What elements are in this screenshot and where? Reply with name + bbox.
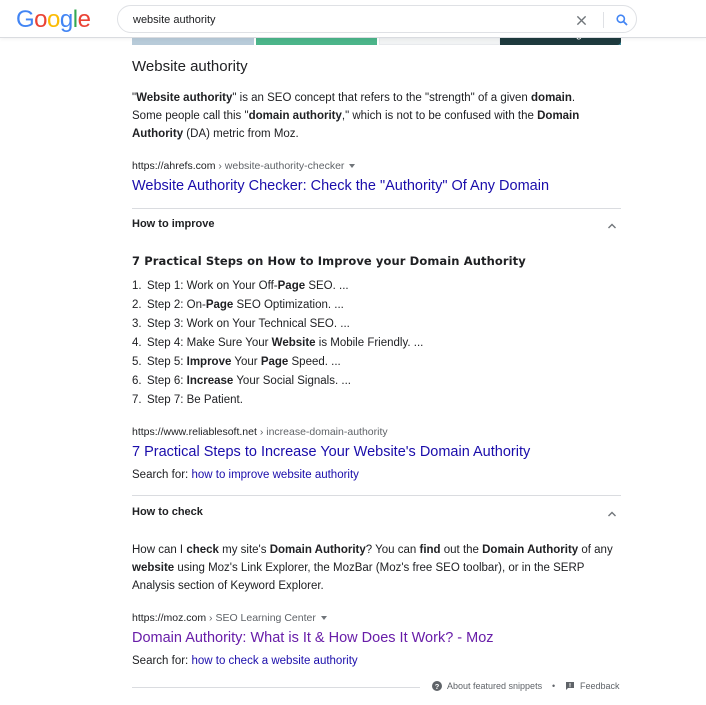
feedback-link[interactable] <box>565 681 620 691</box>
feedback-label: Feedback <box>580 681 620 691</box>
text-run: my site's <box>218 544 270 556</box>
search-for-link[interactable]: how to improve website authority <box>191 469 359 481</box>
help-icon <box>432 681 442 691</box>
step-item <box>132 277 423 296</box>
text-run: ? You can <box>365 544 420 556</box>
text-run: How can I <box>132 544 187 556</box>
text-run: Step 2: On- <box>147 299 206 311</box>
step-item <box>132 372 423 391</box>
chevron-up-icon <box>607 509 617 519</box>
text-run: Step 1: Work on Your Off- <box>147 280 278 292</box>
text-run: Step 4: Make Sure Your <box>147 337 272 349</box>
text-run: " <box>132 92 137 104</box>
step-number: 2. <box>132 299 142 311</box>
snippet-title: Website authority <box>132 58 248 75</box>
step-item <box>132 353 423 372</box>
step-item <box>132 334 423 353</box>
text-run: Step 6: <box>147 375 187 387</box>
accordion-how-to-check[interactable] <box>132 506 621 526</box>
bold-text: find <box>419 544 441 556</box>
text-run: . Some people call this " <box>132 92 576 122</box>
step-number: 6. <box>132 375 142 387</box>
search-button[interactable] <box>612 10 632 30</box>
result-cite[interactable] <box>132 426 388 438</box>
search-for-link[interactable]: how to check a website authority <box>191 655 358 667</box>
bold-text: Page <box>277 280 306 292</box>
cite-path: › website-authority-checker <box>215 160 345 172</box>
step-number: 4. <box>132 337 142 349</box>
text-run: of any <box>578 544 613 556</box>
snippet-definition <box>132 89 602 143</box>
logo-letter: l <box>72 6 78 33</box>
text-run: Step 3: Work on Your Technical SEO. ... <box>147 318 350 330</box>
step-number: 3. <box>132 318 142 330</box>
search-for-label: Search for: <box>132 469 192 481</box>
bold-text: Page <box>205 299 234 311</box>
result-link[interactable]: 7 Practical Steps to Increase Your Website's Domain Authority <box>132 444 531 460</box>
result-cite[interactable] <box>132 160 355 172</box>
about-featured-snippets-link[interactable] <box>432 681 542 691</box>
text-run: is Mobile Friendly. ... <box>315 337 424 349</box>
bold-text: domain authority <box>248 110 342 122</box>
cite-domain: https://ahrefs.com <box>132 160 216 172</box>
cite-path: › SEO Learning Center <box>206 612 316 624</box>
logo-letter: e <box>77 6 91 33</box>
caret-down-icon[interactable] <box>349 164 355 168</box>
steps-list <box>132 277 423 410</box>
step-item <box>132 391 423 410</box>
check-answer <box>132 541 621 595</box>
bold-text: website <box>132 562 175 574</box>
result-cite[interactable] <box>132 612 327 624</box>
bold-text: Improve <box>186 356 232 368</box>
text-run: Speed. ... <box>288 356 341 368</box>
text-run: Your Social Signals. ... <box>233 375 351 387</box>
text-run: SEO. ... <box>305 280 349 292</box>
google-logo[interactable] <box>16 6 90 34</box>
caret-down-icon[interactable] <box>321 616 327 620</box>
bold-text: Domain Authority <box>132 110 580 140</box>
close-icon <box>576 15 587 26</box>
text-run: Step 7: Be Patient. <box>147 394 243 406</box>
steps-title: 7 Practical Steps on How to Improve your Domain Authority <box>132 254 526 268</box>
footer-separator: • <box>552 681 556 691</box>
accordion-how-to-improve[interactable] <box>132 218 621 238</box>
search-icon <box>616 14 628 26</box>
cite-path: › increase-domain-authority <box>256 426 388 438</box>
accordion-heading: How to check <box>132 506 203 518</box>
text-run: (DA) metric from Moz. <box>183 128 299 140</box>
chevron-up-icon <box>607 221 617 231</box>
footer-divider <box>132 687 420 688</box>
text-run: out the <box>440 544 483 556</box>
bold-text: Website authority <box>136 92 233 104</box>
search-for <box>132 655 358 667</box>
cite-domain: https://www.reliablesoft.net <box>132 426 257 438</box>
search-input[interactable] <box>133 11 553 29</box>
step-number: 7. <box>132 394 142 406</box>
cite-domain: https://moz.com <box>132 612 207 624</box>
logo-letter: o <box>47 6 60 33</box>
bold-text: Website <box>271 337 316 349</box>
bold-text: Domain Authority <box>269 544 366 556</box>
bold-text: Page <box>260 356 289 368</box>
result-link[interactable]: Website Authority Checker: Check the "Authority" Of Any Domain <box>132 178 550 194</box>
divider <box>132 208 621 209</box>
clear-button[interactable] <box>571 10 591 30</box>
text-run: " is an SEO concept that refers to the "strength" of a given <box>232 92 532 104</box>
step-item <box>132 296 423 315</box>
logo-letter: o <box>34 6 48 33</box>
step-item <box>132 315 423 334</box>
svg-text:?: ? <box>434 682 440 691</box>
step-number: 5. <box>132 356 142 368</box>
text-run: ," which is not to be confused with the <box>341 110 538 122</box>
bold-text: domain <box>531 92 572 104</box>
feedback-icon <box>565 681 575 691</box>
step-number: 1. <box>132 280 142 292</box>
bold-text: check <box>186 544 219 556</box>
snippet-footer <box>132 679 621 697</box>
header <box>0 0 706 38</box>
about-label: About featured snippets <box>447 681 543 691</box>
text-run: Step 5: <box>147 356 187 368</box>
logo-letter: g <box>59 6 73 33</box>
result-link[interactable]: Domain Authority: What is It & How Does It Work? - Moz <box>132 630 494 646</box>
text-run: SEO Optimization. ... <box>233 299 344 311</box>
search-for <box>132 469 359 481</box>
bold-text: Increase <box>186 375 234 387</box>
bold-text: Domain Authority <box>482 544 579 556</box>
search-divider <box>603 12 604 28</box>
text-run: Your <box>231 356 261 368</box>
search-for-label: Search for: <box>132 655 192 667</box>
logo-letter: G <box>16 6 35 33</box>
text-run: using Moz's Link Explorer, the MozBar (Moz's free SEO toolbar), or in the SERP Analysis section of Keyword Explorer. <box>132 562 585 592</box>
search-box[interactable] <box>117 5 637 33</box>
accordion-heading: How to improve <box>132 218 215 230</box>
divider <box>132 495 621 496</box>
